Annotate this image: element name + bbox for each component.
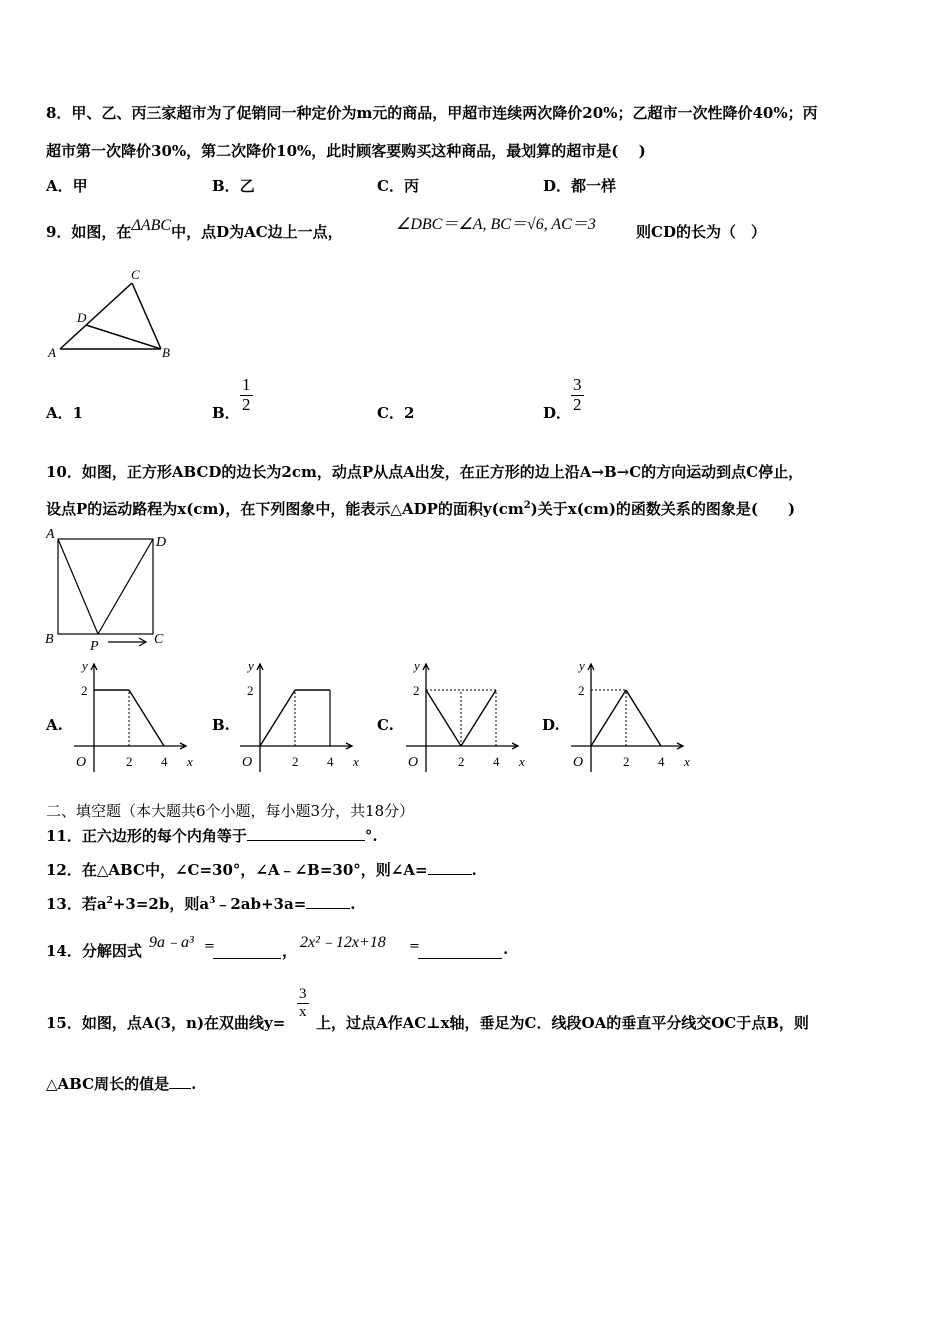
q8-option-c: C．丙: [377, 177, 419, 195]
x-axis-label: x: [684, 754, 690, 769]
q9-condition: ∠DBC＝∠A, BC＝√6, AC＝3: [396, 216, 596, 233]
x-tick-label-4: 4: [161, 754, 168, 769]
q9-option-b-fraction: [240, 376, 253, 414]
q12-text: 12．在△ABC中，∠C=30°，∠A﹣∠B=30°，则∠A=: [46, 861, 428, 879]
q14-eq2: =: [409, 939, 420, 954]
q9-triangle-figure: [44, 266, 184, 366]
q10-option-b: B.: [212, 716, 230, 734]
q9-option-d-fraction: [571, 376, 584, 414]
q10-line2: [46, 498, 795, 519]
q9-label-a: A: [48, 345, 56, 360]
q10-option-d: D.: [542, 716, 560, 734]
q10-graph-b: [236, 656, 366, 774]
q9-triangle: ΔABC: [131, 217, 172, 234]
q12-tail: .: [471, 861, 477, 879]
q10-line2-b: )关于x(cm)的函数关系的图象是( ): [530, 500, 796, 518]
y-tick-label: 2: [413, 683, 420, 698]
q10-graph-a: [70, 656, 200, 774]
x-axis-label: x: [187, 754, 193, 769]
q12: [46, 859, 477, 880]
y-axis-label: y: [579, 658, 585, 673]
q13-tail: .: [350, 895, 356, 913]
q9-label-c: C: [131, 267, 140, 282]
q15-denominator: x: [299, 1003, 307, 1020]
q9-suffix: 则CD的长为（ ）: [636, 223, 766, 241]
q10-line2-a: 设点P的运动路程为x(cm)，在下列图象中，能表示△ADP的面积y(cm: [46, 500, 524, 518]
q11-text: 11．正六边形的每个内角等于: [46, 827, 247, 845]
q14-eq1: =: [204, 939, 215, 954]
q9-option-b-label: B．: [212, 404, 240, 422]
y-tick-label: 2: [247, 683, 254, 698]
q9-option-d-label: D．: [543, 404, 572, 422]
q10-graph-d: [567, 656, 697, 774]
q11: [46, 825, 378, 846]
q15-tail: .: [191, 1075, 197, 1093]
q9-label-d: D: [77, 310, 87, 325]
x-axis-label: x: [519, 754, 525, 769]
q13-sup2: 3: [209, 896, 216, 906]
series-segment: [591, 690, 626, 746]
series-segment: [461, 690, 496, 746]
q13-b: +3=2b，则a: [112, 895, 210, 913]
q13-c: ﹣2ab+3a=: [215, 895, 307, 913]
q15-part-b: 上，过点A作AC⊥x轴，垂足为C．线段OA的垂直平分线交OC于点B，则: [316, 1014, 809, 1032]
q15-line2: [46, 1073, 196, 1094]
q9-option-a: A．1: [46, 404, 84, 422]
q13: [46, 893, 356, 914]
y-axis-label: y: [414, 658, 420, 673]
q15-fraction: [297, 986, 309, 1020]
q9-option-c: C．2: [377, 404, 415, 422]
q15-line2-text: △ABC周长的值是: [46, 1075, 170, 1093]
q9-option-d-denominator: 2: [573, 394, 582, 414]
q13-a: 13．若a: [46, 895, 107, 913]
y-axis-label: y: [82, 658, 88, 673]
x-tick-label-2: 2: [623, 754, 630, 769]
q14-blank1: [213, 940, 281, 959]
y-tick-label: 2: [578, 683, 585, 698]
q8-option-b: B．乙: [212, 177, 255, 195]
q14-comma: ，: [282, 942, 298, 960]
q11-blank: [247, 840, 365, 841]
q12-blank: [428, 874, 472, 875]
series-segment: [260, 690, 295, 746]
q9-option-b-denominator: 2: [242, 394, 251, 414]
origin-label: O: [573, 755, 584, 770]
q8-line2: 超市第一次降价30%，第二次降价10%，此时顾客要购买这种商品，最划算的超市是( ): [46, 142, 646, 160]
q8-option-a: A．甲: [46, 177, 88, 195]
series-segment: [426, 690, 461, 746]
q10-line2-sup: 2: [523, 500, 531, 511]
y-tick-label: 2: [81, 683, 88, 698]
x-tick-label-2: 2: [292, 754, 299, 769]
q9-option-b-numerator: 1: [242, 375, 251, 394]
origin-label: O: [76, 755, 87, 770]
origin-label: O: [242, 755, 253, 770]
q9-label-b: B: [162, 345, 170, 360]
series-segment: [129, 690, 164, 746]
x-tick-label-4: 4: [658, 754, 665, 769]
q10-option-c: C.: [377, 716, 394, 734]
q10-label-p: P: [90, 639, 99, 654]
q10-square-figure: [40, 524, 180, 654]
q10-label-a: A: [46, 527, 55, 542]
q9-option-d-numerator: 3: [573, 375, 582, 394]
q9-prefix: 9．如图，在: [46, 223, 132, 241]
q9-mid: 中，点D为AC边上一点，: [171, 223, 343, 241]
x-tick-label-4: 4: [327, 754, 334, 769]
series-segment: [626, 690, 661, 746]
q8-line1: 8．甲、乙、丙三家超市为了促销同一种定价为m元的商品，甲超市连续两次降价20%；乙超市一次性降价40%；丙: [46, 104, 818, 122]
x-tick-label-4: 4: [493, 754, 500, 769]
q10-label-b: B: [45, 632, 54, 647]
q8-option-d: D．都一样: [543, 177, 617, 195]
x-axis-label: x: [353, 754, 359, 769]
q15-numerator: 3: [299, 986, 307, 1002]
section2-title: 二、填空题（本大题共6个小题，每小题3分，共18分）: [46, 802, 415, 820]
q13-blank: [306, 908, 350, 909]
q14-expr1: 9a﹣a³: [149, 934, 194, 951]
q14-blank1-wrap: [213, 940, 281, 959]
q10-graph-c: [402, 656, 532, 774]
origin-label: O: [408, 755, 419, 770]
y-axis-label: y: [248, 658, 254, 673]
q10-label-d: D: [156, 535, 167, 550]
q9-question: [46, 217, 343, 242]
q15-blank: [169, 1088, 191, 1089]
q15-part-a: 15．如图，点A(3，n)在双曲线y=: [46, 1014, 286, 1032]
q14-expr2: 2x²﹣12x+18: [300, 934, 386, 951]
x-tick-label-2: 2: [126, 754, 133, 769]
q14-label: 14．分解因式: [46, 942, 142, 960]
q14-blank2-wrap: [418, 940, 502, 959]
q13-sup1: 2: [106, 896, 113, 906]
q14-tail: .: [503, 940, 509, 958]
q11-tail: °.: [364, 827, 378, 845]
q14-blank2: [418, 940, 502, 959]
x-tick-label-2: 2: [458, 754, 465, 769]
q10-label-c: C: [154, 632, 164, 647]
q10-option-a: A.: [46, 716, 63, 734]
q10-line1: 10．如图，正方形ABCD的边长为2cm，动点P从点A出发，在正方形的边上沿A→B→C的方向运动到点C停止，: [46, 463, 804, 481]
